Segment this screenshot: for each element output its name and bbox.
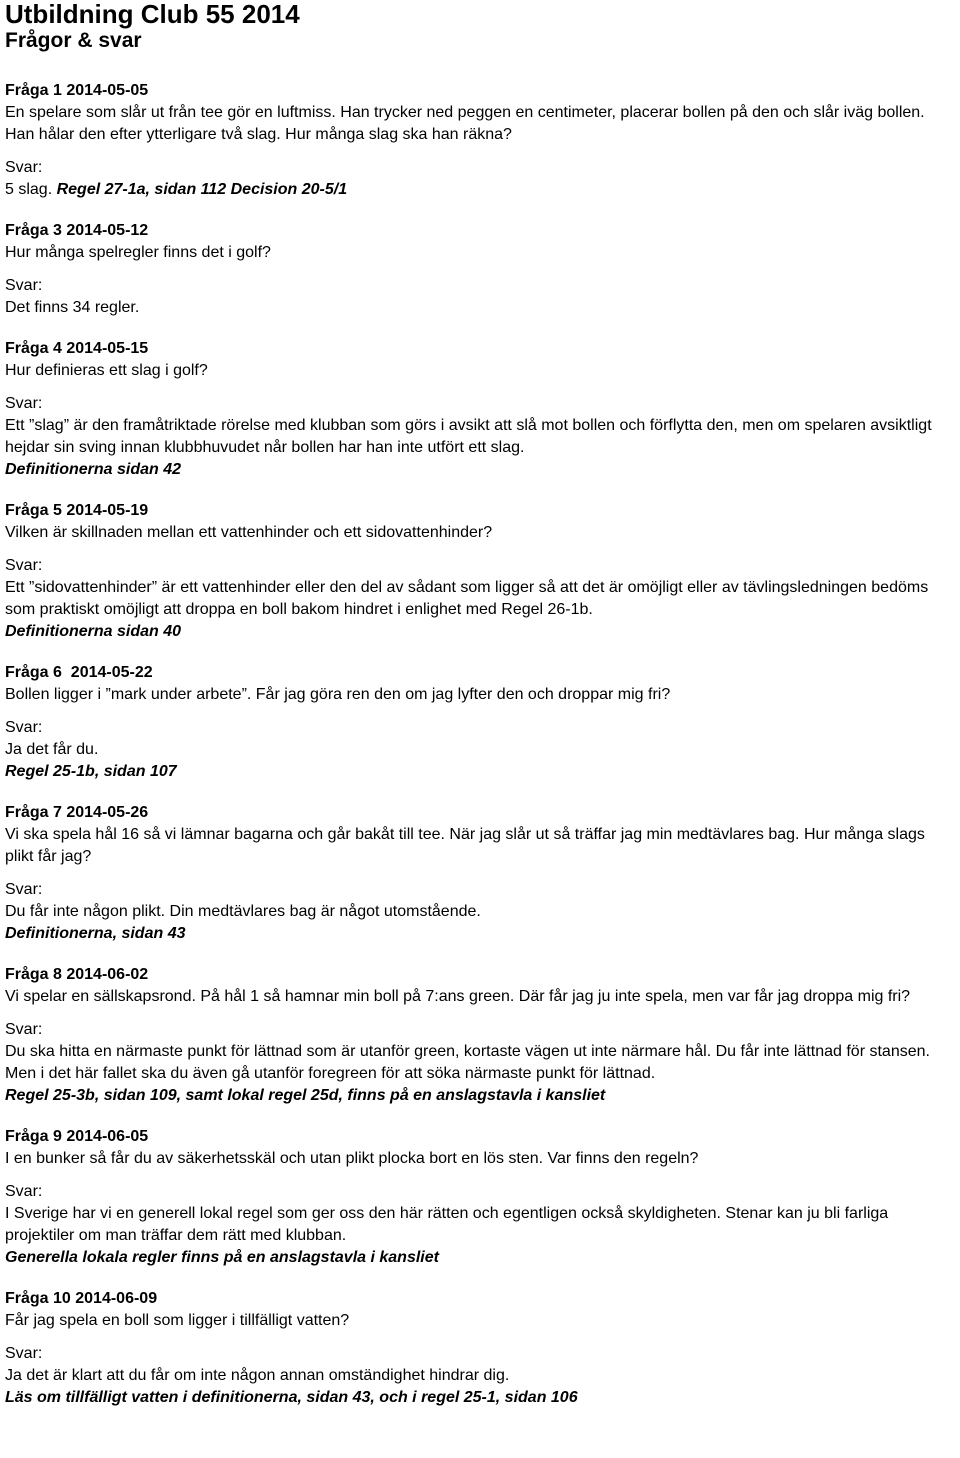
answer-label: Svar:	[5, 159, 43, 176]
question-heading: Fråga 3 2014-05-12	[5, 222, 149, 239]
question-text: Vi spelar en sällskapsrond. På hål 1 så hamnar min boll på 7:ans green. Där får jag ju inte spela, men var får jag droppa mig fri?	[5, 988, 911, 1005]
answer-text: 5 slag.	[5, 181, 53, 198]
question-heading: Fråga 10 2014-06-09	[5, 1290, 158, 1307]
answer-text: Det finns 34 regler.	[5, 299, 140, 316]
answer-text: I Sverige har vi en generell lokal regel som ger oss den här rätten och egentligen också skyldigheten. Stenar kan ju bli farliga projektiler om man träffar dem rätt med klubban.	[5, 1205, 889, 1244]
document-page	[5, 0, 957, 1409]
answer-label: Svar:	[5, 1345, 43, 1362]
answer-text: Ett ”sidovattenhinder” är ett vattenhinder eller den del av sådant som ligger så att det är omöjligt eller av tävlingsledningen bedöms som praktiskt omöjligt att droppa en boll bakom hindret i enlighet med Regel 26-1b.	[5, 579, 929, 618]
question-text: I en bunker så får du av säkerhetsskäl och utan plikt plocka bort en lös sten. Var finns den regeln?	[5, 1150, 699, 1167]
question-text: Får jag spela en boll som ligger i tillfälligt vatten?	[5, 1312, 350, 1329]
answer-label: Svar:	[5, 395, 43, 412]
qa-item-fraga-1	[5, 80, 957, 201]
answer-text: Ja det är klart att du får om inte någon annan omständighet hindrar dig.	[5, 1367, 510, 1384]
answer-label: Svar:	[5, 277, 43, 294]
question-heading: Fråga 5 2014-05-19	[5, 502, 149, 519]
rule-reference: Definitionerna sidan 42	[5, 461, 182, 478]
qa-item-fraga-7	[5, 802, 957, 945]
question-text: Hur definieras ett slag i golf?	[5, 362, 208, 379]
answer-text: Du ska hitta en närmaste punkt för lättnad som är utanför green, kortaste vägen ut inte närmare hål. Du får inte lättnad för stansen. Men i det här fallet ska du även gå utanför foregreen för att söka närmaste punkt för lättnad.	[5, 1043, 930, 1082]
question-text: Vi ska spela hål 16 så vi lämnar bagarna och går bakåt till tee. När jag slår ut så träffar jag min medtävlares bag. Hur många slags plikt får jag?	[5, 826, 925, 865]
answer-label: Svar:	[5, 881, 43, 898]
question-text: Vilken är skillnaden mellan ett vattenhinder och ett sidovattenhinder?	[5, 524, 493, 541]
question-text: Bollen ligger i ”mark under arbete”. Får jag göra ren den om jag lyfter den och droppar mig fri?	[5, 686, 671, 703]
qa-item-fraga-5	[5, 500, 957, 643]
rule-reference: Definitionerna sidan 40	[5, 623, 182, 640]
qa-item-fraga-3	[5, 220, 957, 319]
answer-text: Ja det får du.	[5, 741, 99, 758]
question-heading: Fråga 7 2014-05-26	[5, 804, 149, 821]
document-subtitle: Frågor & svar	[5, 29, 142, 52]
question-heading: Fråga 6 2014-05-22	[5, 664, 153, 681]
qa-item-fraga-9	[5, 1126, 957, 1269]
question-heading: Fråga 9 2014-06-05	[5, 1128, 149, 1145]
qa-item-fraga-10	[5, 1288, 957, 1409]
question-heading: Fråga 1 2014-05-05	[5, 82, 149, 99]
question-heading: Fråga 8 2014-06-02	[5, 966, 149, 983]
answer-line	[5, 179, 957, 201]
answer-label: Svar:	[5, 719, 43, 736]
question-heading: Fråga 4 2014-05-15	[5, 340, 149, 357]
answer-text: Du får inte någon plikt. Din medtävlares bag är något utomstående.	[5, 903, 481, 920]
qa-item-fraga-6	[5, 662, 957, 783]
question-text: En spelare som slår ut från tee gör en luftmiss. Han trycker ned peggen en centimeter, placerar bollen på den och slår iväg bollen. Han hålar den efter ytterligare två slag. Hur många slag ska han räkna?	[5, 104, 925, 143]
rule-reference: Läs om tillfälligt vatten i definitionerna, sidan 43, och i regel 25-1, sidan 106	[5, 1389, 578, 1406]
rule-reference: Regel 27-1a, sidan 112 Decision 20-5/1	[56, 181, 348, 198]
rule-reference: Generella lokala regler finns på en anslagstavla i kansliet	[5, 1249, 439, 1266]
rule-reference: Regel 25-3b, sidan 109, samt lokal regel 25d, finns på en anslagstavla i kansliet	[5, 1087, 606, 1104]
qa-item-fraga-4	[5, 338, 957, 481]
answer-text: Ett ”slag” är den framåtriktade rörelse med klubban som görs i avsikt att slå mot bollen och förflytta den, men om spelaren avsiktligt hejdar sin sving innan klubbhuvudet når bollen har han inte utfört ett slag.	[5, 417, 932, 456]
document-title: Utbildning Club 55 2014	[5, 0, 300, 29]
answer-label: Svar:	[5, 1183, 43, 1200]
rule-reference: Definitionerna, sidan 43	[5, 925, 186, 942]
qa-item-fraga-8	[5, 964, 957, 1107]
question-text: Hur många spelregler finns det i golf?	[5, 244, 271, 261]
rule-reference: Regel 25-1b, sidan 107	[5, 763, 177, 780]
answer-label: Svar:	[5, 557, 43, 574]
answer-label: Svar:	[5, 1021, 43, 1038]
